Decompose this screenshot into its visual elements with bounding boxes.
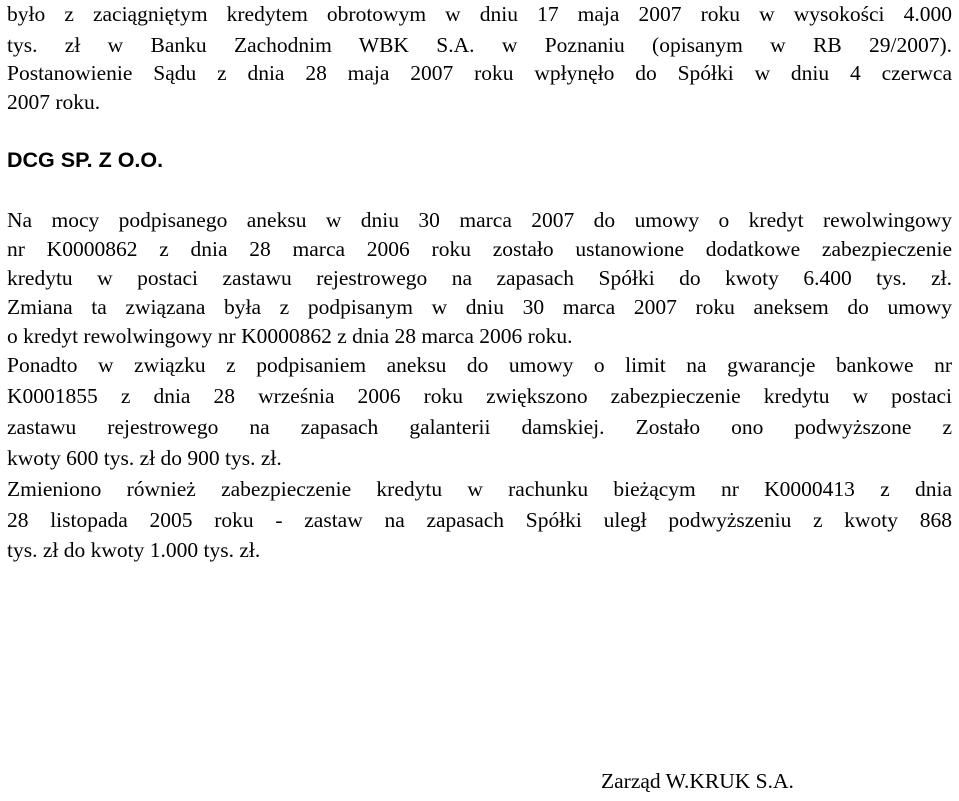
intro-line-3: Postanowienie Sądu z dnia 28 maja 2007 roku wpłynęło do Spółki w dniu 4 czerwca [7, 61, 952, 85]
intro-line-2: tys. zł w Banku Zachodnim WBK S.A. w Poznaniu (opisanym w RB 29/2007). [7, 33, 952, 57]
paragraph-3-line-1: Zmieniono również zabezpieczenie kredytu w rachunku bieżącym nr K0000413 z dnia [7, 477, 952, 501]
paragraph-2-line-4: kwoty 600 tys. zł do 900 tys. zł. [7, 446, 282, 470]
paragraph-1-line-3: kredytu w postaci zastawu rejestrowego na zapasach Spółki do kwoty 6.400 tys. zł. [7, 266, 952, 290]
paragraph-2-line-3: zastawu rejestrowego na zapasach galanterii damskiej. Zostało ono podwyższone z [7, 415, 952, 439]
paragraph-2-line-1: Ponadto w związku z podpisaniem aneksu do umowy o limit na gwarancje bankowe nr [7, 353, 952, 377]
paragraph-2-line-2: K0001855 z dnia 28 września 2006 roku zwiększono zabezpieczenie kredytu w postaci [7, 384, 952, 408]
paragraph-1-line-4: Zmiana ta związana była z podpisanym w dniu 30 marca 2007 roku aneksem do umowy [7, 295, 952, 319]
paragraph-1-line-5: o kredyt rewolwingowy nr K0000862 z dnia 28 marca 2006 roku. [7, 324, 573, 348]
paragraph-1-line-1: Na mocy podpisanego aneksu w dniu 30 marca 2007 do umowy o kredyt rewolwingowy [7, 208, 952, 232]
intro-line-1: było z zaciągniętym kredytem obrotowym w dniu 17 maja 2007 roku w wysokości 4.000 [7, 2, 952, 26]
signature-line: Zarząd W.KRUK S.A. [601, 769, 794, 793]
intro-line-4: 2007 roku. [7, 90, 101, 114]
paragraph-3-line-3: tys. zł do kwoty 1.000 tys. zł. [7, 538, 261, 562]
paragraph-3-line-2: 28 listopada 2005 roku - zastaw na zapasach Spółki uległ podwyższeniu z kwoty 868 [7, 508, 952, 532]
company-heading: DCG SP. Z O.O. [7, 148, 164, 172]
paragraph-1-line-2: nr K0000862 z dnia 28 marca 2006 roku zostało ustanowione dodatkowe zabezpieczenie [7, 237, 952, 261]
